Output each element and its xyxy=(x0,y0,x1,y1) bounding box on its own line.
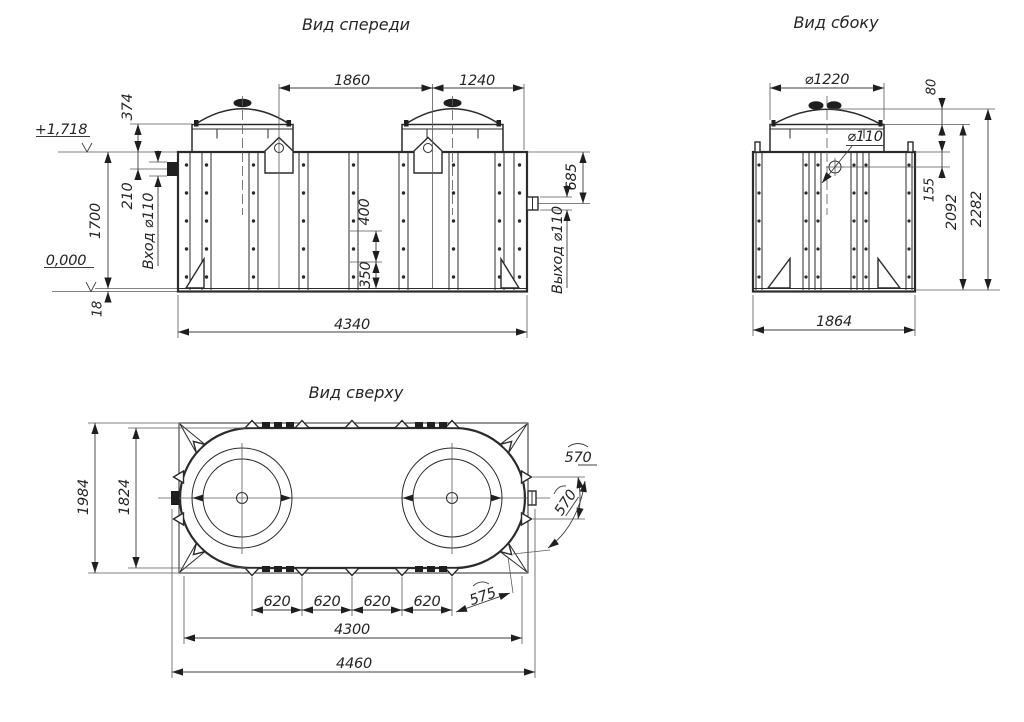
front-rib-bolts xyxy=(185,163,521,278)
side-view xyxy=(753,13,1000,336)
side-view-title: Вид сбоку xyxy=(793,13,879,32)
top-edge-strips xyxy=(262,422,447,572)
front-gusset-right xyxy=(501,259,519,288)
front-gusset-left xyxy=(186,259,204,288)
dim-210-label: 210 xyxy=(120,182,136,210)
lid-cap xyxy=(809,101,824,109)
lid-cap xyxy=(827,101,842,109)
side-lid xyxy=(770,96,884,215)
side-rib-bolts xyxy=(757,163,910,278)
dim-620-label-4: 620 xyxy=(413,594,441,610)
dim-4340-label: 4340 xyxy=(333,317,371,333)
dim-570-lower-label: 570 xyxy=(551,487,581,519)
dim-1864-label: 1864 xyxy=(815,314,853,330)
dim-4460-label: 4460 xyxy=(335,656,373,672)
dim-80-label: 80 xyxy=(924,78,940,96)
dim-575-label: 575 xyxy=(467,585,499,609)
dim-155-label: 155 xyxy=(922,177,938,203)
dim-1220-label: ⌀1220 xyxy=(804,72,850,88)
dim-110-label: ⌀110 xyxy=(847,129,883,145)
dim-2092-label: 2092 xyxy=(944,193,960,231)
front-lifting-lug-right xyxy=(414,138,442,174)
dim-620-label-3: 620 xyxy=(363,594,391,610)
dim-685-label: 685 xyxy=(564,163,580,191)
outlet-label: Выход ⌀110 xyxy=(550,206,566,294)
side-rib-pin-left xyxy=(755,142,760,152)
top-view-title: Вид сверху xyxy=(308,383,404,402)
side-dimensions xyxy=(753,72,995,336)
dim-374-label: 374 xyxy=(120,93,136,121)
inlet-label: Вход ⌀110 xyxy=(141,192,157,270)
dim-1984-label: 1984 xyxy=(76,478,92,516)
front-view-title: Вид спереди xyxy=(301,15,411,34)
side-gusset-left xyxy=(768,259,790,289)
front-tank-body xyxy=(52,152,590,292)
dim-400-label: 400 xyxy=(357,198,373,226)
dim-350-label: 350 xyxy=(358,261,374,289)
level-mark-top xyxy=(35,122,92,152)
arc-symbol xyxy=(473,582,489,586)
dim-1700-label: 1700 xyxy=(88,202,104,240)
top-view xyxy=(76,383,597,678)
front-dimensions xyxy=(35,73,583,338)
inlet-pipe xyxy=(130,162,178,176)
side-gusset-right xyxy=(878,259,900,289)
top-manhole-right xyxy=(402,443,502,554)
side-rib-pin-right xyxy=(908,142,913,152)
dim-4300-label: 4300 xyxy=(333,622,371,638)
level-1718-label: +1,718 xyxy=(34,122,88,138)
dim-620-label-1: 620 xyxy=(263,594,291,610)
dim-1860-label: 1860 xyxy=(333,73,371,89)
dim-1240-label: 1240 xyxy=(458,73,496,89)
top-outlet-pipe xyxy=(528,491,536,505)
arc-symbol xyxy=(568,444,588,448)
dim-1824-label: 1824 xyxy=(117,478,133,516)
top-manhole-left xyxy=(192,443,292,554)
level-mark-zero xyxy=(44,253,96,292)
level-0000-label: 0,000 xyxy=(45,253,87,269)
top-inlet-pipe xyxy=(171,491,179,505)
dim-620-label-2: 620 xyxy=(313,594,341,610)
dim-18-label: 18 xyxy=(90,300,106,318)
top-dimensions xyxy=(76,423,597,678)
front-view xyxy=(35,15,590,338)
dim-570-upper-label: 570 xyxy=(564,450,592,466)
dim-2282-label: 2282 xyxy=(969,190,985,228)
